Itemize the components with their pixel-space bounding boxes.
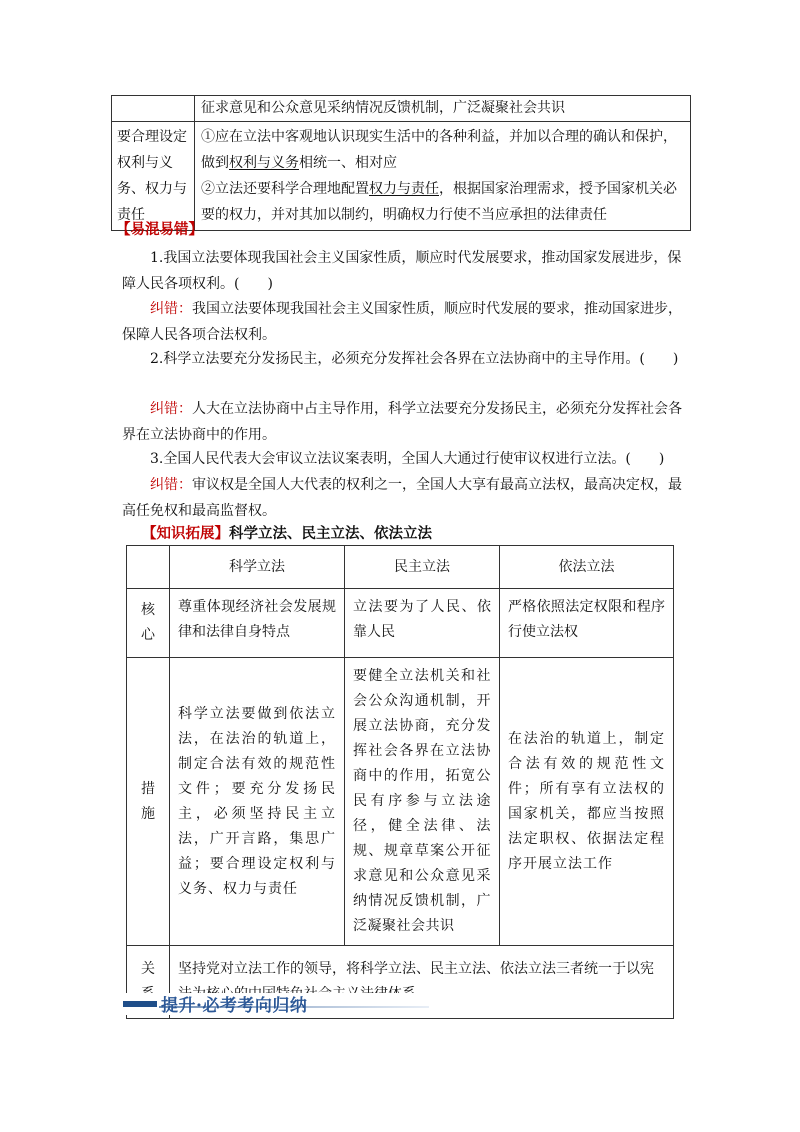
- row-label-measures: 措施: [127, 658, 170, 946]
- confusion-q3: 3.全国人民代表大会审议立法议案表明，全国人大通过行使审议权进行立法。( ): [150, 451, 665, 467]
- confusion-heading: 【易混易错】: [116, 221, 203, 238]
- measures-lawful: 在法治的轨道上，制定合法有效的规范性文件；所有享有立法权的国家机关，都应当按照法定职权、依据法定程序开展立法工作: [500, 658, 674, 946]
- underline-power-responsibility: 权力与责任: [369, 181, 439, 197]
- measures-democratic: 要健全立法机关和社会公众沟通机制，开展立法协商，充分发挥社会各界在立法协商中的作用，拓宽公民有序参与立法途径，健全法律、法规、规章草案公开征求意见和公众意见采纳情况反馈机制，广泛凝聚社会共识: [345, 658, 500, 946]
- correction-label: 纠错：: [150, 477, 192, 493]
- col-header-democratic: 民主立法: [345, 546, 500, 589]
- col-header-lawful: 依法立法: [500, 546, 674, 589]
- measures-scientific: 科学立法要做到依法立法，在法治的轨道上，制定合法有效的规范性文件；要充分发扬民主，必须坚持民主立法，广开言路，集思广益；要合理设定权利与义务、权力与责任: [170, 658, 345, 946]
- table1-line4: 要的权力，并对其加以制约，明确权力行使不当应承担的法律责任: [201, 207, 607, 223]
- table1-line3: ②立法还要科学合理地配置权力与责任，根据国家治理需求，授予国家机关必: [201, 181, 677, 197]
- section-banner: [123, 993, 428, 1015]
- table1-empty-cell: [112, 96, 195, 122]
- banner-accent-bar: [123, 1001, 157, 1007]
- correction-label: 纠错：: [150, 301, 192, 317]
- confusion-q2: 2.科学立法要充分发扬民主，必须充分发挥社会各界在立法协商中的主导作用。( ): [150, 351, 679, 367]
- underline-rights-duties: 权利与义务: [229, 155, 299, 171]
- col-header-scientific: 科学立法: [170, 546, 345, 589]
- row-label-relation: 关: [127, 946, 170, 1019]
- corner-cell: [127, 546, 170, 589]
- legislation-table-continued: [111, 95, 691, 231]
- knowledge-table: [126, 545, 674, 1019]
- table1-row0-text: 征求意见和公众意见采纳情况反馈机制，广泛凝聚社会共识: [195, 96, 691, 122]
- relation-text: 坚持党对立法工作的领导，将科学立法、民主立法、依法立法三者统一于以宪: [170, 946, 674, 1019]
- confusion-q1: 1.我国立法要体现我国社会主义国家性质，顺应时代发展要求，推动国家发展进步，保障人民各项权利。( ): [122, 250, 682, 292]
- table1-line2: 做到权利与义务相统一、相对应: [201, 155, 397, 171]
- knowledge-heading: 【知识拓展】科学立法、民主立法、依法立法: [142, 525, 432, 542]
- table1-line1: ①应在立法中客观地认识现实生活中的各种利益，并加以合理的确认和保护，: [201, 129, 677, 145]
- confusion-a3: 纠错：审议权是全国人大代表的权利之一，全国人大享有最高立法权，最高决定权，最高任免权和最高监督权。: [122, 477, 682, 519]
- core-democratic: 立法要为了人民、依靠人民: [345, 589, 500, 658]
- confusion-a2: 纠错：人大在立法协商中占主导作用，科学立法要充分发扬民主，必须充分发挥社会各界在立法协商中的作用。: [122, 401, 682, 443]
- correction-label: 纠错：: [150, 401, 192, 417]
- confusion-a1: 纠错：我国立法要体现我国社会主义国家性质，顺应时代发展的要求，推动国家进步，保障人民各项合法权利。: [122, 301, 682, 343]
- table1-row1-label: 要合理设定权利与义务、权力与责任: [112, 122, 195, 231]
- table1-row1-content: [195, 122, 691, 231]
- core-scientific: 尊重体现经济社会发展规律和法律自身特点: [170, 589, 345, 658]
- core-lawful: 严格依照法定权限和程序行使立法权: [500, 589, 674, 658]
- banner-title: 提升·必考考向归纳: [161, 996, 308, 1016]
- row-label-core: 核心: [127, 589, 170, 658]
